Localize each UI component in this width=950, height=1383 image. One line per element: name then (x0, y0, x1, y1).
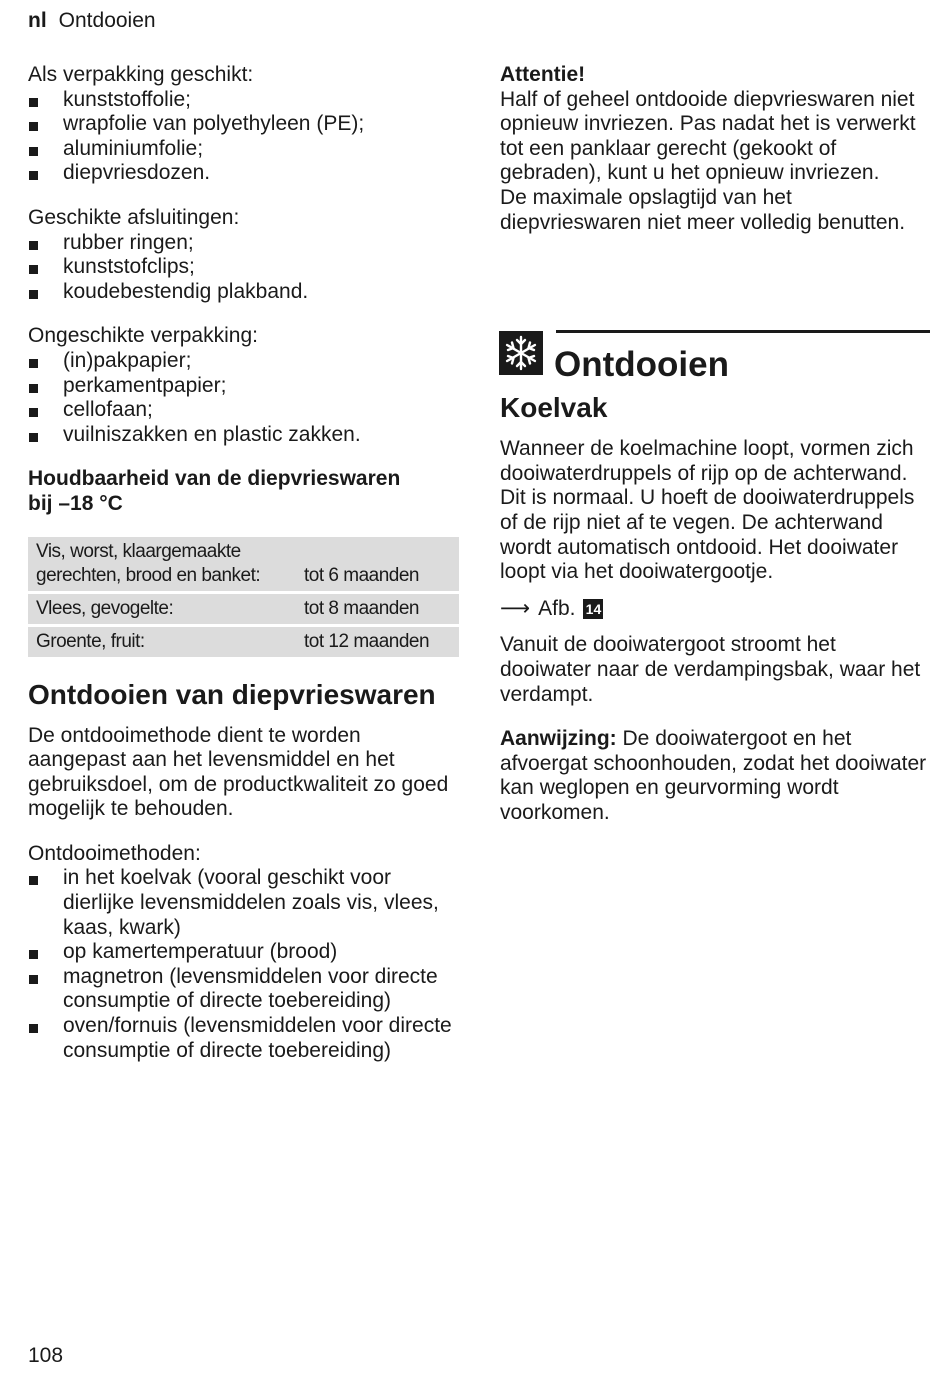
left-column (28, 63, 462, 1063)
list-item: perkamentpapier; (28, 374, 462, 399)
table-cell-product: Vlees, gevogelte: (28, 592, 304, 625)
list-item: kunststoffolie; (28, 88, 462, 113)
methods-list (28, 866, 462, 1063)
packaging-list (28, 88, 462, 186)
table-cell-duration: tot 8 maanden (304, 592, 459, 625)
list-item: wrapfolie van polyethyleen (PE); (28, 112, 462, 137)
unsuitable-intro: Ongeschikte verpakking: (28, 324, 258, 348)
list-item: vuilniszakken en plastic zakken. (28, 423, 462, 448)
list-item: in het koelvak (vooral geschikt voor dierlijke levensmiddelen zoals vis, vlees, kaas, kwark) (28, 866, 462, 940)
table-row (28, 592, 459, 625)
list-item: aluminiumfolie; (28, 137, 462, 162)
figure-number-badge: 14 (583, 599, 603, 619)
list-item: rubber ringen; (28, 231, 462, 256)
right-column (500, 63, 930, 825)
koelvak-text: Wanneer de koelmachine loopt, vormen zich dooiwaterdruppels of rijp op de achterwand. Dit is normaal. U hoeft de dooiwaterdruppels of de rijp niet af te vegen. De achterwand wordt automatisch ontdooid. Het dooiwater loopt via het dooiwatergootje. (500, 437, 915, 584)
attention-text-2: De maximale opslagtijd van het diepvrieswaren niet meer volledig benutten. (500, 185, 906, 234)
page-number: 108 (28, 1344, 64, 1367)
attention-label: Attentie! (500, 63, 586, 86)
koelvak-heading: Koelvak (500, 392, 608, 424)
thaw-heading: Ontdooien van diepvrieswaren (28, 678, 436, 710)
list-item: (in)pakpapier; (28, 349, 462, 374)
product-label-line-2: gerechten, brood en banket: (36, 564, 261, 586)
snowflake-icon (499, 331, 543, 375)
section-title-text: Ontdooien (554, 345, 729, 385)
product-label-line-1: Vis, worst, klaargemaakte (36, 540, 241, 562)
closures-list (28, 231, 462, 305)
thaw-text: De ontdooimethode dient te worden aangepast aan het levensmiddel en het gebruiksdoel, om de productkwaliteit zo goed mogelijk te behouden. (28, 723, 449, 821)
shelf-heading-line-1: Houdbaarheid van de diepvrieswaren (28, 467, 401, 491)
language-code: nl (28, 9, 47, 32)
list-item: kunststofclips; (28, 255, 462, 280)
list-item: koudebestendig plakband. (28, 280, 462, 305)
list-item: op kamertemperatuur (brood) (28, 940, 462, 965)
shelf-life-heading (28, 467, 462, 516)
list-item: oven/fornuis (levensmiddelen voor directe consumptie of directe toebereiding) (28, 1014, 462, 1063)
shelf-heading-line-2: bij –18 °C (28, 491, 123, 515)
page-header (28, 9, 156, 33)
shelf-life-table (28, 537, 459, 660)
header-section: Ontdooien (58, 9, 156, 32)
attention-text-1: Half of geheel ontdooide diepvrieswaren niet opnieuw invriezen. Pas nadat het is verwerkt tot een panklaar gerecht (gekookt of gebraden), kunt u het opnieuw invriezen. (500, 87, 916, 185)
note-text: De dooiwatergoot en het afvoergat schoonhouden, zodat het dooiwater kan weglopen en geurvorming wordt voorkomen. (500, 727, 927, 824)
note-paragraph (500, 727, 930, 825)
table-row (28, 537, 459, 593)
figure-reference (500, 597, 930, 622)
list-item: magnetron (levensmiddelen voor directe consumptie of directe toebereiding) (28, 965, 462, 1014)
note-label: Aanwijzing: (500, 727, 617, 751)
packaging-intro: Als verpakking geschikt: (28, 63, 254, 86)
table-row (28, 625, 459, 658)
list-item: diepvriesdozen. (28, 161, 462, 186)
section-title (554, 330, 930, 385)
table-cell-product: Groente, fruit: (28, 625, 304, 658)
methods-intro: Ontdooimethoden: (28, 841, 201, 865)
closures-intro: Geschikte afsluitingen: (28, 205, 240, 229)
unsuitable-list (28, 349, 462, 447)
figure-ref-label: Afb. (538, 596, 576, 620)
table-cell-product (28, 537, 304, 593)
table-cell-duration: tot 12 maanden (304, 625, 459, 658)
arrow-right-icon: ⟶ (500, 596, 531, 620)
table-cell-duration: tot 6 maanden (304, 537, 459, 593)
drain-text: Vanuit de dooiwatergoot stroomt het dooiwater naar de verdampingsbak, waar het verdampt. (500, 633, 921, 706)
list-item: cellofaan; (28, 398, 462, 423)
